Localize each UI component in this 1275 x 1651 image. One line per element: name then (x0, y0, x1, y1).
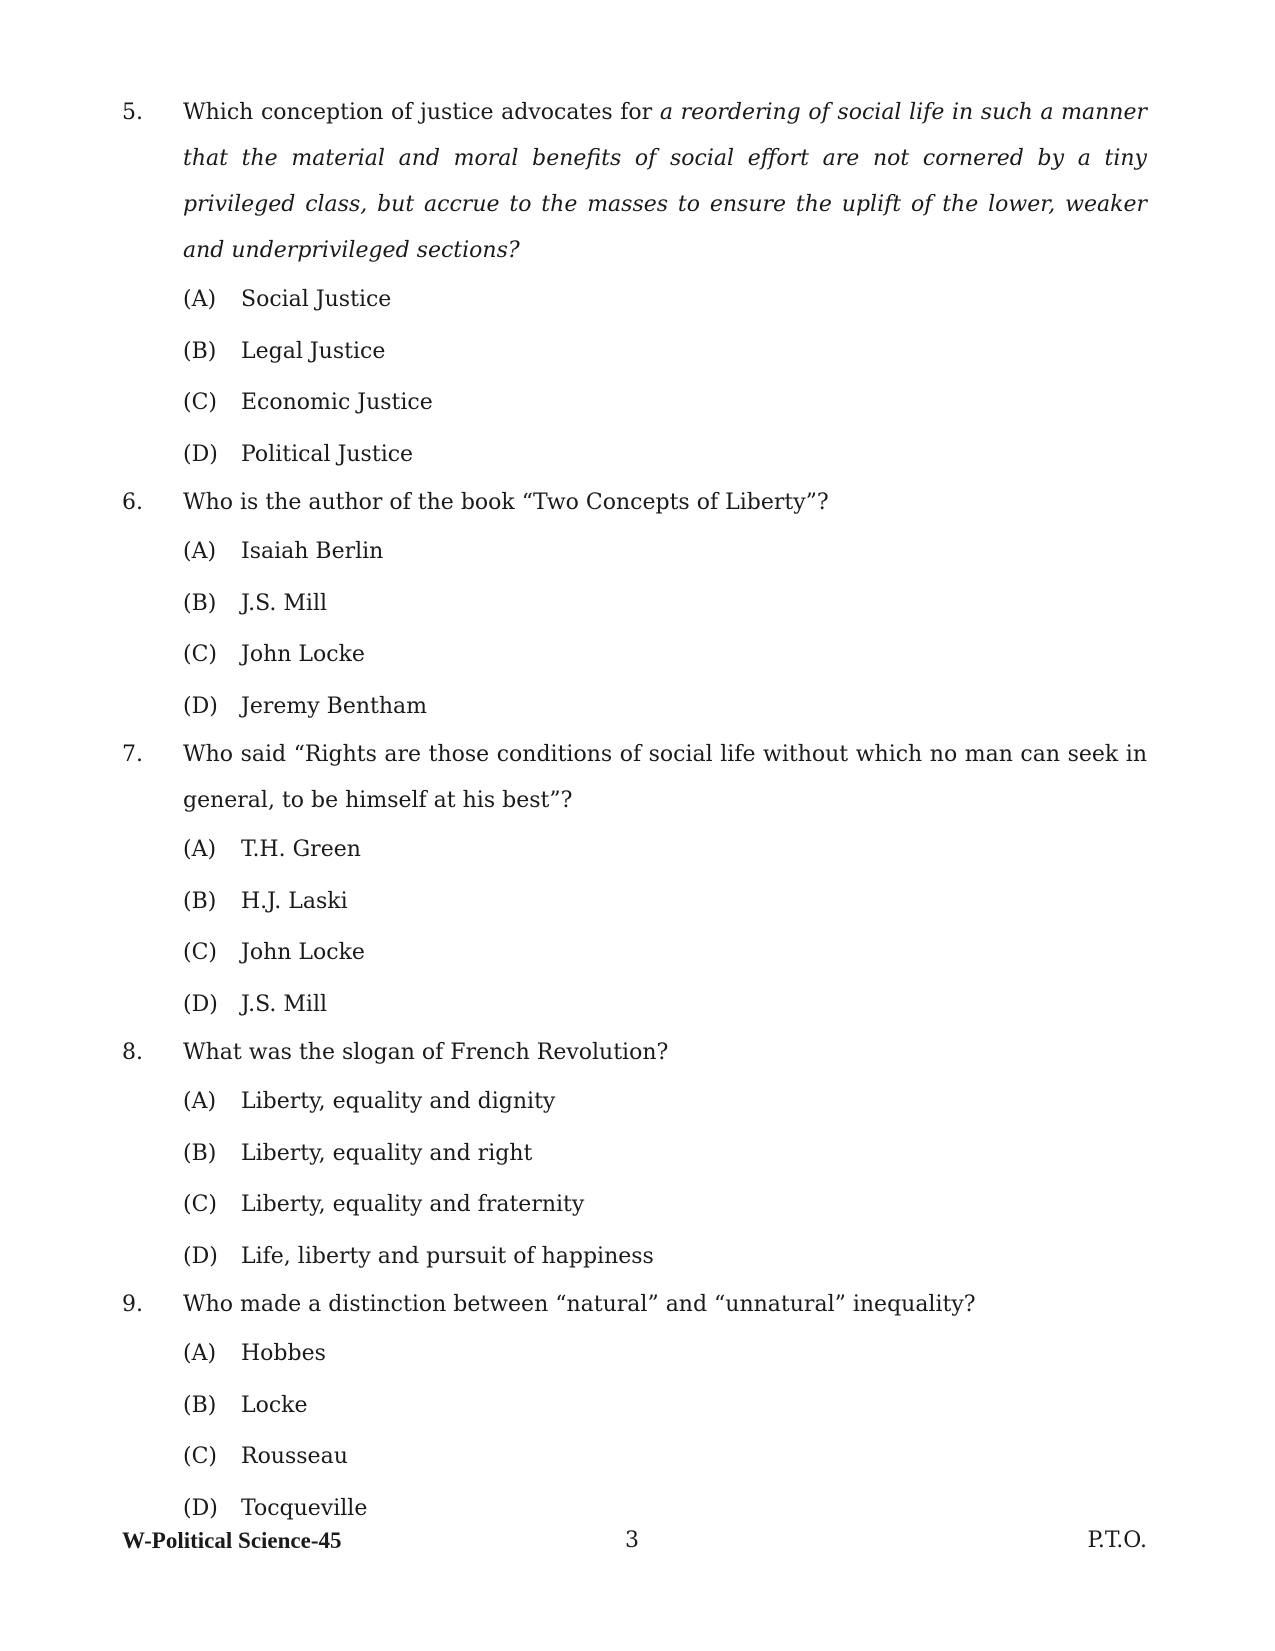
option-c (183, 377, 1147, 429)
question-text-plain: Which conception of justice advocates for (183, 100, 660, 125)
question-text: Who made a distinction between “natural” and “unnatural” inequality? (183, 1292, 976, 1317)
paper-code: W-Political Science-45 (122, 1528, 342, 1553)
option-b (183, 1128, 1147, 1180)
option-letter: (B) (183, 1392, 217, 1418)
option-b (183, 326, 1147, 378)
question-9 (122, 1282, 1147, 1534)
option-c (183, 927, 1147, 979)
option-letter: (B) (183, 590, 217, 616)
option-text: Liberty, equality and fraternity (241, 1192, 585, 1218)
option-letter: (B) (183, 338, 217, 364)
option-letter: (C) (183, 1444, 217, 1470)
option-text: Legal Justice (241, 338, 386, 364)
option-c (183, 629, 1147, 681)
option-letter: (D) (183, 441, 218, 467)
question-text-italic: a reordering of social life in such a manner that the material and moral benefits of social effort are not cornered by a tiny privileged class, but accrue to the masses to ensure the uplift of the lower, weaker and underprivileged sections? (183, 100, 1147, 263)
question-6 (122, 480, 1147, 732)
option-letter: (D) (183, 1243, 218, 1269)
option-letter: (D) (183, 1495, 218, 1521)
options-list (122, 526, 1147, 732)
page-number: 3 (625, 1528, 639, 1553)
question-number: 9. (122, 1292, 143, 1317)
option-text: Locke (241, 1392, 308, 1418)
option-text: T.H. Green (241, 837, 361, 863)
option-letter: (B) (183, 1140, 217, 1166)
option-letter: (A) (183, 1089, 217, 1115)
question-8 (122, 1030, 1147, 1282)
question-text: Who said “Rights are those conditions of social life without which no man can seek in general, to be himself at his best”? (183, 742, 1147, 813)
option-text: Political Justice (241, 441, 414, 467)
option-letter: (A) (183, 837, 217, 863)
option-letter: (D) (183, 991, 218, 1017)
question-5 (122, 90, 1147, 480)
option-d (183, 979, 1147, 1031)
options-list (122, 1076, 1147, 1282)
option-letter: (C) (183, 940, 217, 966)
option-text: Economic Justice (241, 390, 433, 416)
option-b (183, 876, 1147, 928)
question-7 (122, 732, 1147, 1030)
page-footer (122, 1528, 1147, 1568)
question-number: 8. (122, 1040, 143, 1065)
option-text: John Locke (241, 940, 365, 966)
question-text: What was the slogan of French Revolution? (183, 1040, 669, 1065)
option-text: John Locke (241, 642, 365, 668)
question-text: Who is the author of the book “Two Concepts of Liberty”? (183, 490, 829, 515)
option-d (183, 681, 1147, 733)
option-letter: (A) (183, 287, 217, 313)
option-d (183, 429, 1147, 481)
option-d (183, 1483, 1147, 1535)
option-a (183, 824, 1147, 876)
option-letter: (A) (183, 539, 217, 565)
option-d (183, 1231, 1147, 1283)
option-a (183, 274, 1147, 326)
options-list (122, 824, 1147, 1030)
questions-section (122, 90, 1147, 1534)
option-text: Jeremy Bentham (241, 693, 428, 719)
option-b (183, 1380, 1147, 1432)
options-list (122, 1328, 1147, 1534)
question-number: 6. (122, 490, 143, 515)
option-a (183, 1076, 1147, 1128)
option-text: J.S. Mill (241, 590, 328, 616)
option-text: J.S. Mill (241, 991, 328, 1017)
question-number: 5. (122, 100, 143, 125)
option-letter: (B) (183, 888, 217, 914)
option-text: Isaiah Berlin (241, 539, 384, 565)
pto-label: P.T.O. (1087, 1528, 1147, 1553)
option-b (183, 578, 1147, 630)
option-letter: (A) (183, 1341, 217, 1367)
option-letter: (C) (183, 1192, 217, 1218)
option-c (183, 1431, 1147, 1483)
option-a (183, 526, 1147, 578)
option-text: Social Justice (241, 287, 392, 313)
question-number: 7. (122, 742, 143, 767)
question-text (183, 90, 1147, 274)
option-text: Liberty, equality and dignity (241, 1089, 556, 1115)
option-text: Liberty, equality and right (241, 1140, 533, 1166)
option-text: Life, liberty and pursuit of happiness (241, 1243, 654, 1269)
option-letter: (C) (183, 642, 217, 668)
option-letter: (C) (183, 390, 217, 416)
option-text: Rousseau (241, 1444, 348, 1470)
option-text: Tocqueville (241, 1495, 368, 1521)
option-letter: (D) (183, 693, 218, 719)
option-text: Hobbes (241, 1341, 326, 1367)
option-c (183, 1179, 1147, 1231)
option-text: H.J. Laski (241, 888, 348, 914)
options-list (122, 274, 1147, 480)
option-a (183, 1328, 1147, 1380)
